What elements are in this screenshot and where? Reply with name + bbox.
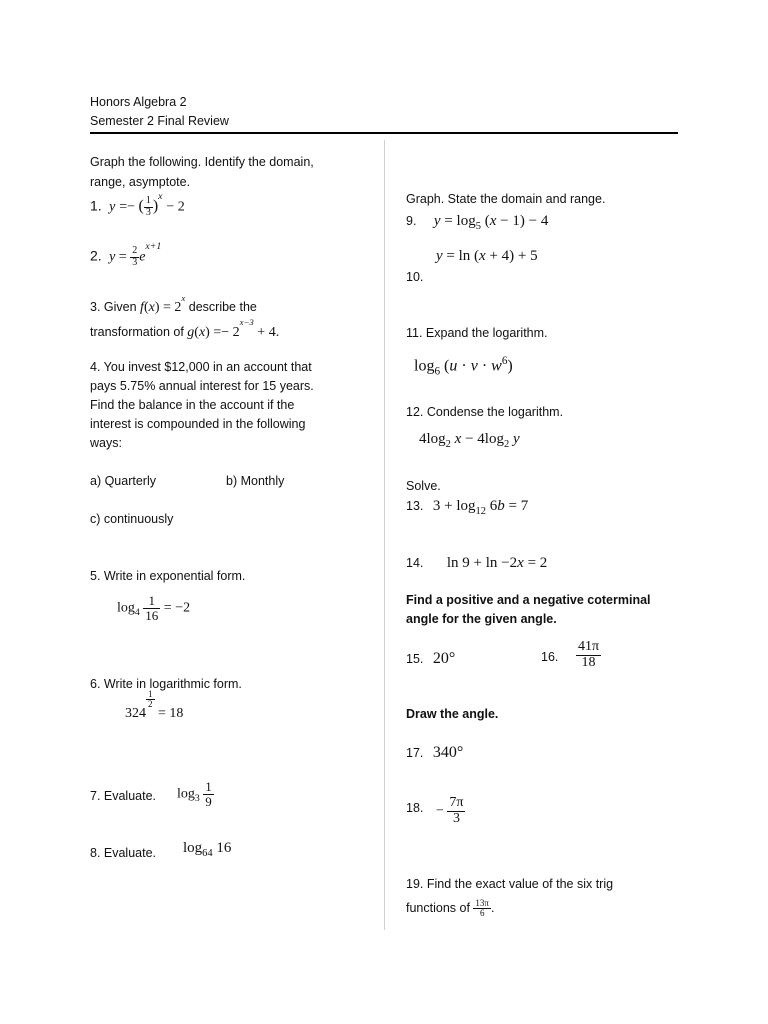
question-4-line1: 4. You invest $12,000 in an account that — [90, 360, 312, 374]
graph-domain-range-instructions: Graph. State the domain and range. — [406, 192, 606, 206]
column-divider — [384, 140, 385, 930]
question-3-line2: transformation of $g(x) =- 2^{x-3} + 4$. — [90, 317, 280, 341]
question-2-number: 2. — [90, 247, 102, 264]
coterminal-instructions-line1: Find a positive and a negative coterminal — [406, 593, 651, 607]
question-16-expression: $\frac{41\pi}{18}$ — [578, 639, 600, 670]
question-4a: a) Quarterly — [90, 474, 156, 488]
question-17-angle: 340° — [432, 744, 464, 761]
question-19-line2: functions of $\frac{13\pi}{6}$ . — [406, 898, 495, 919]
question-13: 13. $3 + \log_{12} 6b = 7$ — [406, 498, 529, 517]
question-5: 5. Write in exponential form. — [90, 569, 246, 583]
question-15: 15. 20° — [406, 650, 456, 667]
question-11-expression: $\log_6 (u \cdot v \cdot w^6)$ — [414, 355, 513, 378]
draw-angle-heading: Draw the angle. — [406, 707, 499, 721]
question-6: 6. Write in logarithmic form. — [90, 677, 242, 691]
question-9: 9. $y = \log_5 (x - 1) - 4$ — [406, 213, 549, 232]
question-8-expression: $\log_{64} 16$ — [183, 840, 232, 859]
coterminal-instructions-line2: angle for the given angle. — [406, 612, 557, 626]
question-5-expression: $\log_4$ $\frac{1}{16}$ = −2 — [117, 593, 191, 623]
question-1-equation: y — [105, 199, 116, 215]
question-4c: c) continuously — [90, 512, 174, 526]
question-12: 12. Condense the logarithm. — [406, 405, 564, 419]
question-11: 11. Expand the logarithm. — [406, 326, 548, 340]
question-10-number: 10. — [406, 270, 424, 284]
solve-heading: Solve. — [406, 479, 441, 493]
question-1: 1. y =− ( $\frac{1}{3}$ )$^x$ − 2 — [90, 191, 185, 218]
question-4-line5: ways: — [90, 436, 122, 450]
question-7: 7. Evaluate. — [90, 789, 157, 803]
question-4-line3: Find the balance in the account if the — [90, 398, 295, 412]
question-7-expression: $\log_3$ $\frac{1}{9}$ — [177, 779, 212, 809]
graph-instructions-line1: Graph the following. Identify the domain, — [90, 155, 314, 169]
question-17: 17. 340° — [406, 744, 464, 761]
question-8: 8. Evaluate. — [90, 846, 157, 860]
question-16-number: 16. — [541, 650, 559, 664]
question-6-expression: 324 $\frac{1}{2}$ = 18 — [125, 689, 184, 722]
graph-instructions-line2: range, asymptote. — [90, 175, 191, 189]
question-14: 14. ln 9 + ln −2x = 2 — [406, 555, 548, 571]
header-divider — [90, 132, 678, 134]
question-2: 2. y = $\frac{2}{3}$ $e^{x+1}$ — [90, 241, 162, 268]
question-4-line2: pays 5.75% annual interest for 15 years. — [90, 379, 314, 393]
course-title: Honors Algebra 2 — [90, 95, 187, 109]
question-4-line4: interest is compounded in the following — [90, 417, 306, 431]
review-subtitle: Semester 2 Final Review — [90, 114, 229, 128]
question-10-expression: y = ln (x + 4) + 5 — [436, 248, 538, 264]
question-19-line1: 19. Find the exact value of the six trig — [406, 877, 614, 891]
question-1-number: 1. — [90, 197, 102, 214]
question-3-line1: 3. Given $f(x) = 2^x$ describe the — [90, 293, 257, 316]
question-18-expression: − $\frac{7\pi}{3}$ — [436, 795, 464, 826]
question-12-expression: $4\log_2$ $x - 4\log_2$ y — [419, 431, 520, 450]
question-18-number: 18. — [406, 801, 424, 815]
question-4b: b) Monthly — [226, 474, 285, 488]
question-15-angle: 20° — [432, 650, 456, 667]
